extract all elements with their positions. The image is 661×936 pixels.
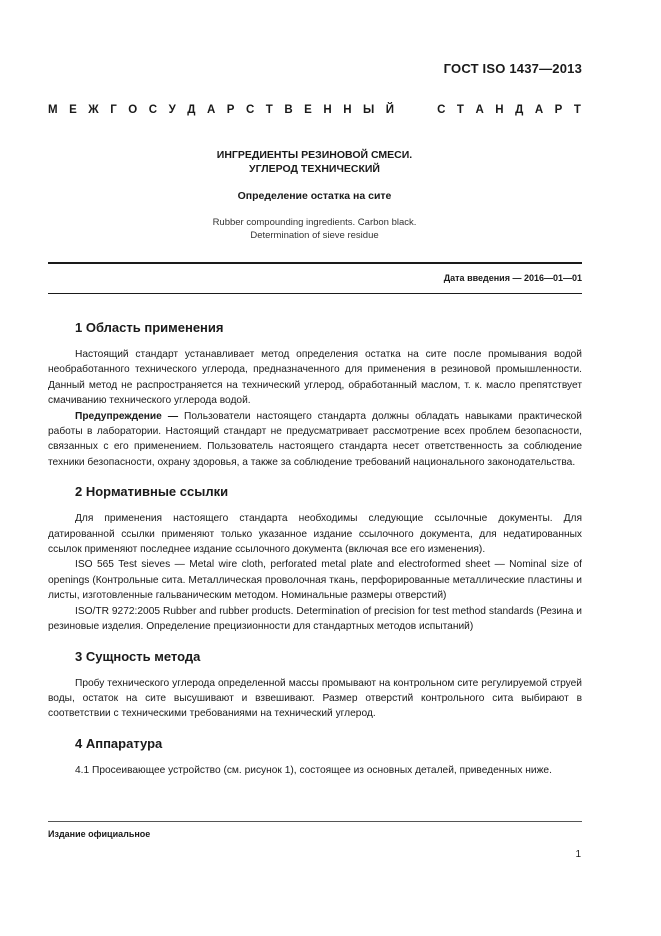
document-subtitle: Определение остатка на сите: [237, 190, 392, 202]
standard-number: ГОСТ ISO 1437—2013: [443, 61, 582, 76]
section-normative-references: [48, 484, 582, 634]
english-title: [48, 216, 581, 242]
banner-letter: Т: [265, 104, 273, 116]
banner-letter: Н: [495, 104, 504, 116]
paragraph: Для применения настоящего стандарта необходимы следующие ссылочные документы. Для датированной ссылки применяют только указанное издание ссылочного документа, для недатированных ссылок применяют последнее издание ссылочного документа (включая все его изменения).: [48, 513, 582, 556]
banner-letter: Г: [110, 104, 117, 116]
title-line-2: УГЛЕРОД ТЕХНИЧЕСКИЙ: [249, 163, 380, 175]
banner-word-gap: [406, 104, 426, 116]
paragraph: 4.1 Просеивающее устройство (см. рисунок 1), состоящее из основных деталей, приведенных ниже.: [75, 764, 552, 776]
paragraph: Пробу технического углерода определенной массы промывают на контрольном сите регулируемой струей воды, остаток на сите высушивают и взвешивают. Размер отверстий контрольного сита выбирают в соответствии с техническими требованиями на технический углерод.: [48, 677, 582, 720]
banner-letter: Д: [515, 104, 524, 116]
banner-letter: В: [284, 104, 293, 116]
banner-letter: Ж: [88, 104, 99, 116]
banner-letter: Ы: [363, 104, 375, 116]
header-divider: [48, 262, 582, 264]
interstate-standard-banner: [48, 104, 581, 116]
banner-letter: Н: [343, 104, 352, 116]
banner-letter: Е: [69, 104, 77, 116]
footer-divider: [48, 821, 582, 822]
banner-letter: С: [245, 104, 255, 116]
introduction-date: Дата введения — 2016—01—01: [443, 273, 582, 283]
section-method-essence: [48, 649, 582, 722]
section-heading: 3 Сущность метода: [75, 648, 201, 664]
document-title: [48, 148, 581, 176]
banner-letter: О: [128, 104, 138, 116]
english-title-line-2: Determination of sieve residue: [250, 230, 379, 241]
warning-paragraph: [48, 409, 582, 471]
banner-letter: Р: [226, 104, 235, 116]
section-scope: [48, 320, 582, 470]
banner-letter: С: [437, 104, 446, 116]
official-edition-note: Издание официальное: [48, 829, 151, 839]
banner-letter: Е: [304, 104, 312, 116]
banner-letter: Д: [187, 104, 196, 116]
warning-text: Пользователи настоящего стандарта должны обладать навыками практической работы в лаборатории. Настоящий стандарт не предусматривает рассмотрение всех проблем безопасности, связанных с его применением. Пользователь настоящего стандарта несет ответственность за соблюдение техники безопасности, охрану здоровья, а также за соблюдение требований национального законодательства.: [48, 410, 582, 468]
paragraph: Настоящий стандарт устанавливает метод определения остатка на сите после промывания водой необработанного технического углерода, предназначенного для применения в резиновой промышленности. Данный метод не распространяется на технический углерод, обработанный маслом, т. к. масло препятствует смачиванию технического углерода водой.: [48, 349, 582, 407]
section-heading: 2 Нормативные ссылки: [75, 484, 229, 500]
reference-item: ISO/TR 9272:2005 Rubber and rubber products. Determination of precision for test method standards (Резина и резиновые изделия. Определение прецизионности для стандартных методов испытаний): [48, 605, 582, 633]
english-title-line-1: Rubber compounding ingredients. Carbon black.: [212, 217, 417, 228]
banner-letter: Н: [323, 104, 332, 116]
banner-letter: Т: [573, 104, 581, 116]
banner-letter: Й: [385, 104, 395, 116]
page-number: 1: [575, 849, 581, 860]
banner-letter: С: [148, 104, 158, 116]
banner-letter: А: [475, 104, 484, 116]
banner-letter: А: [206, 104, 216, 116]
section-apparatus: [48, 736, 582, 778]
document-body: [48, 320, 582, 792]
banner-letter: У: [168, 104, 176, 116]
section-heading: 4 Аппаратура: [75, 735, 163, 751]
date-divider: [48, 293, 582, 294]
section-heading: 1 Область применения: [75, 320, 224, 335]
banner-letter: Р: [554, 104, 563, 116]
banner-letter: М: [48, 104, 58, 116]
banner-letter: А: [534, 104, 544, 116]
banner-letter: Т: [456, 104, 464, 116]
warning-label: Предупреждение —: [75, 410, 179, 422]
reference-item: ISO 565 Test sieves — Metal wire cloth, perforated metal plate and electroformed sheet — Nominal size of openings (Контрольные сита. Металлическая проволочная ткань, перфорированные металлические пластины и листы, изготовленные гальваническим методом. Номинальные размеры отверстий): [48, 559, 582, 602]
title-line-1: ИНГРЕДИЕНТЫ РЕЗИНОВОЙ СМЕСИ.: [216, 149, 413, 161]
